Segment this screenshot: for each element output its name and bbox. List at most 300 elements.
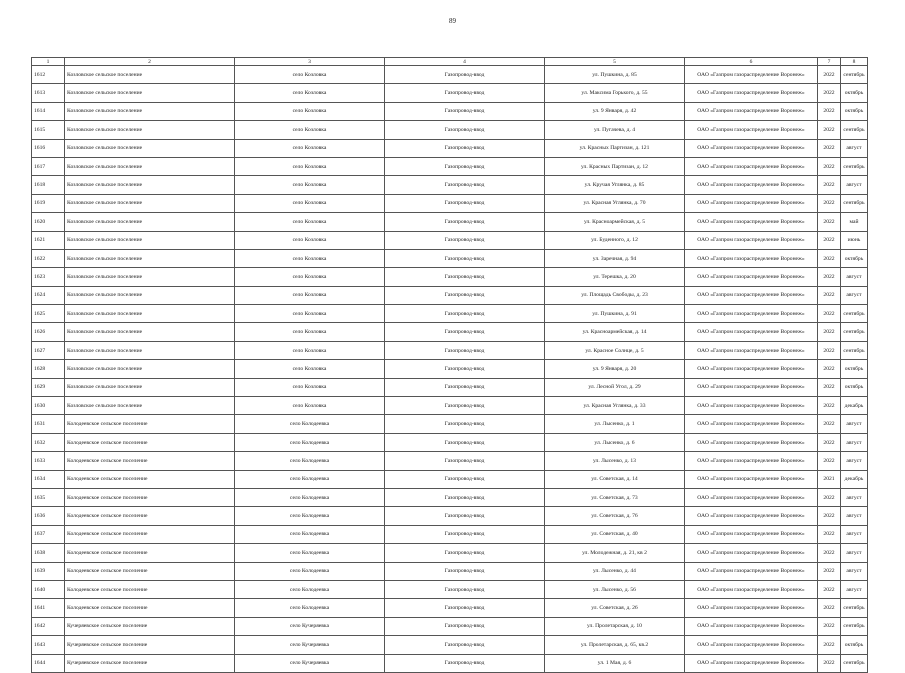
settlement-cell: Козловское сельское поселение — [65, 231, 235, 249]
table-row — [32, 525, 868, 543]
address-cell: ул. Красных Партизан, д. 12 — [545, 157, 685, 175]
settlement-cell: Козловское сельское поселение — [65, 121, 235, 139]
settlement-cell: Козловское сельское поселение — [65, 139, 235, 157]
village-cell: село Колодеевка — [235, 580, 385, 598]
month-cell: май — [841, 213, 868, 231]
year-cell: 2022 — [818, 231, 841, 249]
organization-cell: ОАО «Газпром газораспределение Воронеж» — [685, 378, 818, 396]
address-cell: ул. Максима Горького, д. 55 — [545, 84, 685, 102]
object-type-cell: Газопровод-ввод — [385, 562, 545, 580]
year-cell: 2021 — [818, 470, 841, 488]
village-cell: село Колодеевка — [235, 433, 385, 451]
month-cell: октябрь — [841, 84, 868, 102]
village-cell: село Козловка — [235, 121, 385, 139]
year-cell: 2022 — [818, 139, 841, 157]
object-type-cell: Газопровод-ввод — [385, 323, 545, 341]
organization-cell: ОАО «Газпром газораспределение Воронеж» — [685, 617, 818, 635]
row-number-cell: 1620 — [32, 213, 65, 231]
year-cell: 2022 — [818, 121, 841, 139]
object-type-cell: Газопровод-ввод — [385, 617, 545, 635]
table-row — [32, 341, 868, 359]
year-cell: 2022 — [818, 249, 841, 267]
year-cell: 2022 — [818, 544, 841, 562]
address-cell: ул. 9 Января, д. 42 — [545, 102, 685, 120]
address-cell: ул. Красных Партизан, д. 121 — [545, 139, 685, 157]
address-cell: ул. Пугачева, д. 4 — [545, 121, 685, 139]
row-number-cell: 1625 — [32, 305, 65, 323]
settlement-cell: Колодеевское сельское поселение — [65, 488, 235, 506]
organization-cell: ОАО «Газпром газораспределение Воронеж» — [685, 323, 818, 341]
settlement-cell: Колодеевское сельское поселение — [65, 470, 235, 488]
organization-cell: ОАО «Газпром газораспределение Воронеж» — [685, 157, 818, 175]
table-row — [32, 562, 868, 580]
village-cell: село Козловка — [235, 378, 385, 396]
row-number-cell: 1626 — [32, 323, 65, 341]
row-number-cell: 1630 — [32, 397, 65, 415]
row-number-cell: 1613 — [32, 84, 65, 102]
organization-cell: ОАО «Газпром газораспределение Воронеж» — [685, 66, 818, 84]
year-cell: 2022 — [818, 488, 841, 506]
table-row — [32, 121, 868, 139]
object-type-cell: Газопровод-ввод — [385, 654, 545, 672]
month-cell: август — [841, 525, 868, 543]
row-number-cell: 1634 — [32, 470, 65, 488]
month-cell: август — [841, 488, 868, 506]
address-cell: ул. Лысенко, д. 56 — [545, 580, 685, 598]
address-cell: ул. Пролетарская, д. 65, кв.2 — [545, 636, 685, 654]
settlement-cell: Козловское сельское поселение — [65, 157, 235, 175]
month-cell: декабрь — [841, 397, 868, 415]
month-cell: сентябрь — [841, 66, 868, 84]
organization-cell: ОАО «Газпром газораспределение Воронеж» — [685, 654, 818, 672]
year-cell: 2022 — [818, 525, 841, 543]
column-number-row — [32, 58, 868, 66]
address-cell: ул. Лысенко, д. 13 — [545, 452, 685, 470]
year-cell: 2022 — [818, 268, 841, 286]
row-number-cell: 1638 — [32, 544, 65, 562]
village-cell: село Козловка — [235, 341, 385, 359]
row-number-cell: 1618 — [32, 176, 65, 194]
row-number-cell: 1627 — [32, 341, 65, 359]
year-cell: 2022 — [818, 397, 841, 415]
object-type-cell: Газопровод-ввод — [385, 176, 545, 194]
table-row — [32, 544, 868, 562]
address-cell: ул. 1 Мая, д. 6 — [545, 654, 685, 672]
object-type-cell: Газопровод-ввод — [385, 231, 545, 249]
table-row — [32, 305, 868, 323]
object-type-cell: Газопровод-ввод — [385, 507, 545, 525]
address-cell: ул. 9 Января, д. 20 — [545, 360, 685, 378]
month-cell: сентябрь — [841, 341, 868, 359]
address-cell: ул. Красноармейская, д. 5 — [545, 213, 685, 231]
settlement-cell: Колодеевское сельское поселение — [65, 599, 235, 617]
table-row — [32, 452, 868, 470]
object-type-cell: Газопровод-ввод — [385, 599, 545, 617]
village-cell: село Колодеевка — [235, 470, 385, 488]
settlement-cell: Козловское сельское поселение — [65, 84, 235, 102]
table-row — [32, 636, 868, 654]
table-row — [32, 433, 868, 451]
village-cell: село Козловка — [235, 268, 385, 286]
object-type-cell: Газопровод-ввод — [385, 305, 545, 323]
month-cell: октябрь — [841, 249, 868, 267]
settlement-cell: Козловское сельское поселение — [65, 249, 235, 267]
year-cell: 2022 — [818, 194, 841, 212]
village-cell: село Кучеряевка — [235, 617, 385, 635]
address-cell: ул. Лысенко, д. 44 — [545, 562, 685, 580]
table-row — [32, 213, 868, 231]
table-row — [32, 194, 868, 212]
object-type-cell: Газопровод-ввод — [385, 268, 545, 286]
year-cell: 2022 — [818, 157, 841, 175]
table-row — [32, 378, 868, 396]
settlement-cell: Козловское сельское поселение — [65, 360, 235, 378]
organization-cell: ОАО «Газпром газораспределение Воронеж» — [685, 488, 818, 506]
month-cell: август — [841, 562, 868, 580]
row-number-cell: 1624 — [32, 286, 65, 304]
organization-cell: ОАО «Газпром газораспределение Воронеж» — [685, 84, 818, 102]
settlement-cell: Колодеевское сельское поселение — [65, 544, 235, 562]
organization-cell: ОАО «Газпром газораспределение Воронеж» — [685, 525, 818, 543]
address-cell: ул. Площадь Свободы, д. 23 — [545, 286, 685, 304]
address-cell: ул. Красная Углянка, д. 70 — [545, 194, 685, 212]
table-row — [32, 599, 868, 617]
register-table — [31, 57, 868, 673]
column-number: 7 — [818, 58, 841, 66]
month-cell: август — [841, 580, 868, 598]
table-row — [32, 139, 868, 157]
year-cell: 2022 — [818, 452, 841, 470]
organization-cell: ОАО «Газпром газораспределение Воронеж» — [685, 544, 818, 562]
year-cell: 2022 — [818, 378, 841, 396]
year-cell: 2022 — [818, 636, 841, 654]
row-number-cell: 1633 — [32, 452, 65, 470]
month-cell: сентябрь — [841, 599, 868, 617]
month-cell: август — [841, 452, 868, 470]
column-number: 4 — [385, 58, 545, 66]
settlement-cell: Козловское сельское поселение — [65, 323, 235, 341]
object-type-cell: Газопровод-ввод — [385, 249, 545, 267]
year-cell: 2022 — [818, 599, 841, 617]
object-type-cell: Газопровод-ввод — [385, 415, 545, 433]
village-cell: село Козловка — [235, 231, 385, 249]
year-cell: 2022 — [818, 617, 841, 635]
village-cell: село Козловка — [235, 139, 385, 157]
year-cell: 2022 — [818, 433, 841, 451]
month-cell: август — [841, 544, 868, 562]
month-cell: сентябрь — [841, 305, 868, 323]
settlement-cell: Козловское сельское поселение — [65, 305, 235, 323]
table-row — [32, 323, 868, 341]
village-cell: село Козловка — [235, 360, 385, 378]
object-type-cell: Газопровод-ввод — [385, 580, 545, 598]
address-cell: ул. Советская, д. 26 — [545, 599, 685, 617]
village-cell: село Козловка — [235, 157, 385, 175]
object-type-cell: Газопровод-ввод — [385, 213, 545, 231]
year-cell: 2022 — [818, 176, 841, 194]
settlement-cell: Колодеевское сельское поселение — [65, 562, 235, 580]
column-number: 1 — [32, 58, 65, 66]
settlement-cell: Козловское сельское поселение — [65, 397, 235, 415]
address-cell: ул. Лесной Угол, д. 29 — [545, 378, 685, 396]
settlement-cell: Козловское сельское поселение — [65, 66, 235, 84]
year-cell: 2022 — [818, 580, 841, 598]
table-row — [32, 84, 868, 102]
organization-cell: ОАО «Газпром газораспределение Воронеж» — [685, 341, 818, 359]
object-type-cell: Газопровод-ввод — [385, 397, 545, 415]
village-cell: село Колодеевка — [235, 452, 385, 470]
organization-cell: ОАО «Газпром газораспределение Воронеж» — [685, 102, 818, 120]
organization-cell: ОАО «Газпром газораспределение Воронеж» — [685, 415, 818, 433]
table-row — [32, 415, 868, 433]
village-cell: село Козловка — [235, 194, 385, 212]
object-type-cell: Газопровод-ввод — [385, 194, 545, 212]
organization-cell: ОАО «Газпром газораспределение Воронеж» — [685, 176, 818, 194]
table-body — [32, 58, 868, 673]
row-number-cell: 1622 — [32, 249, 65, 267]
row-number-cell: 1631 — [32, 415, 65, 433]
table-row — [32, 102, 868, 120]
address-cell: ул. Красноармейская, д. 14 — [545, 323, 685, 341]
object-type-cell: Газопровод-ввод — [385, 636, 545, 654]
address-cell: ул. Советская, д. 40 — [545, 525, 685, 543]
row-number-cell: 1632 — [32, 433, 65, 451]
row-number-cell: 1623 — [32, 268, 65, 286]
year-cell: 2022 — [818, 562, 841, 580]
address-cell: ул. Пролетарская, д. 10 — [545, 617, 685, 635]
village-cell: село Козловка — [235, 176, 385, 194]
row-number-cell: 1621 — [32, 231, 65, 249]
address-cell: ул. Советская, д. 73 — [545, 488, 685, 506]
organization-cell: ОАО «Газпром газораспределение Воронеж» — [685, 580, 818, 598]
table-row — [32, 470, 868, 488]
row-number-cell: 1640 — [32, 580, 65, 598]
month-cell: август — [841, 286, 868, 304]
settlement-cell: Козловское сельское поселение — [65, 378, 235, 396]
settlement-cell: Козловское сельское поселение — [65, 213, 235, 231]
object-type-cell: Газопровод-ввод — [385, 121, 545, 139]
year-cell: 2022 — [818, 84, 841, 102]
object-type-cell: Газопровод-ввод — [385, 360, 545, 378]
organization-cell: ОАО «Газпром газораспределение Воронеж» — [685, 305, 818, 323]
row-number-cell: 1639 — [32, 562, 65, 580]
address-cell: ул. Лысенко, д. 1 — [545, 415, 685, 433]
village-cell: село Козловка — [235, 305, 385, 323]
organization-cell: ОАО «Газпром газораспределение Воронеж» — [685, 213, 818, 231]
village-cell: село Козловка — [235, 323, 385, 341]
table-row — [32, 654, 868, 672]
organization-cell: ОАО «Газпром газораспределение Воронеж» — [685, 397, 818, 415]
row-number-cell: 1641 — [32, 599, 65, 617]
settlement-cell: Кучеряевское сельское поселение — [65, 617, 235, 635]
table-row — [32, 176, 868, 194]
month-cell: октябрь — [841, 360, 868, 378]
month-cell: август — [841, 507, 868, 525]
year-cell: 2022 — [818, 305, 841, 323]
row-number-cell: 1644 — [32, 654, 65, 672]
village-cell: село Козловка — [235, 249, 385, 267]
settlement-cell: Колодеевское сельское поселение — [65, 452, 235, 470]
table-row — [32, 360, 868, 378]
object-type-cell: Газопровод-ввод — [385, 488, 545, 506]
organization-cell: ОАО «Газпром газораспределение Воронеж» — [685, 562, 818, 580]
table-row — [32, 268, 868, 286]
village-cell: село Козловка — [235, 84, 385, 102]
row-number-cell: 1614 — [32, 102, 65, 120]
row-number-cell: 1629 — [32, 378, 65, 396]
year-cell: 2022 — [818, 415, 841, 433]
month-cell: август — [841, 415, 868, 433]
month-cell: сентябрь — [841, 157, 868, 175]
month-cell: октябрь — [841, 102, 868, 120]
row-number-cell: 1643 — [32, 636, 65, 654]
month-cell: сентябрь — [841, 194, 868, 212]
address-cell: ул. Пушкина, д. 85 — [545, 66, 685, 84]
table-row — [32, 580, 868, 598]
month-cell: август — [841, 433, 868, 451]
table-row — [32, 286, 868, 304]
month-cell: июнь — [841, 231, 868, 249]
organization-cell: ОАО «Газпром газораспределение Воронеж» — [685, 636, 818, 654]
settlement-cell: Козловское сельское поселение — [65, 102, 235, 120]
column-number: 2 — [65, 58, 235, 66]
address-cell: ул. Заречная, д. 94 — [545, 249, 685, 267]
address-cell: ул. Лысенко, д. 6 — [545, 433, 685, 451]
year-cell: 2022 — [818, 507, 841, 525]
object-type-cell: Газопровод-ввод — [385, 139, 545, 157]
month-cell: август — [841, 268, 868, 286]
settlement-cell: Козловское сельское поселение — [65, 268, 235, 286]
row-number-cell: 1637 — [32, 525, 65, 543]
month-cell: август — [841, 139, 868, 157]
object-type-cell: Газопровод-ввод — [385, 84, 545, 102]
settlement-cell: Козловское сельское поселение — [65, 194, 235, 212]
object-type-cell: Газопровод-ввод — [385, 66, 545, 84]
column-number: 8 — [841, 58, 868, 66]
month-cell: сентябрь — [841, 654, 868, 672]
object-type-cell: Газопровод-ввод — [385, 525, 545, 543]
column-number: 3 — [235, 58, 385, 66]
object-type-cell: Газопровод-ввод — [385, 341, 545, 359]
village-cell: село Колодеевка — [235, 415, 385, 433]
row-number-cell: 1628 — [32, 360, 65, 378]
year-cell: 2022 — [818, 341, 841, 359]
village-cell: село Колодеевка — [235, 525, 385, 543]
organization-cell: ОАО «Газпром газораспределение Воронеж» — [685, 194, 818, 212]
month-cell: август — [841, 176, 868, 194]
organization-cell: ОАО «Газпром газораспределение Воронеж» — [685, 433, 818, 451]
year-cell: 2022 — [818, 102, 841, 120]
address-cell: ул. Советская, д. 14 — [545, 470, 685, 488]
table-row — [32, 617, 868, 635]
table-row — [32, 231, 868, 249]
address-cell: ул. Буденного, д. 12 — [545, 231, 685, 249]
settlement-cell: Козловское сельское поселение — [65, 286, 235, 304]
month-cell: сентябрь — [841, 323, 868, 341]
organization-cell: ОАО «Газпром газораспределение Воронеж» — [685, 470, 818, 488]
organization-cell: ОАО «Газпром газораспределение Воронеж» — [685, 121, 818, 139]
village-cell: село Колодеевка — [235, 488, 385, 506]
village-cell: село Колодеевка — [235, 507, 385, 525]
row-number-cell: 1636 — [32, 507, 65, 525]
year-cell: 2022 — [818, 286, 841, 304]
address-cell: ул. Красная Углянка, д. 33 — [545, 397, 685, 415]
table-row — [32, 157, 868, 175]
settlement-cell: Колодеевское сельское поселение — [65, 507, 235, 525]
village-cell: село Козловка — [235, 213, 385, 231]
year-cell: 2022 — [818, 323, 841, 341]
address-cell: ул. Советская, д. 76 — [545, 507, 685, 525]
year-cell: 2022 — [818, 213, 841, 231]
month-cell: декабрь — [841, 470, 868, 488]
table-row — [32, 488, 868, 506]
organization-cell: ОАО «Газпром газораспределение Воронеж» — [685, 231, 818, 249]
village-cell: село Кучеряевка — [235, 636, 385, 654]
object-type-cell: Газопровод-ввод — [385, 157, 545, 175]
year-cell: 2022 — [818, 654, 841, 672]
column-number: 6 — [685, 58, 818, 66]
object-type-cell: Газопровод-ввод — [385, 452, 545, 470]
column-number: 5 — [545, 58, 685, 66]
settlement-cell: Козловское сельское поселение — [65, 341, 235, 359]
settlement-cell: Колодеевское сельское поселение — [65, 525, 235, 543]
organization-cell: ОАО «Газпром газораспределение Воронеж» — [685, 360, 818, 378]
table-row — [32, 397, 868, 415]
settlement-cell: Кучеряевское сельское поселение — [65, 636, 235, 654]
month-cell: сентябрь — [841, 121, 868, 139]
settlement-cell: Колодеевское сельское поселение — [65, 433, 235, 451]
village-cell: село Козловка — [235, 286, 385, 304]
object-type-cell: Газопровод-ввод — [385, 286, 545, 304]
row-number-cell: 1619 — [32, 194, 65, 212]
table-row — [32, 507, 868, 525]
village-cell: село Колодеевка — [235, 599, 385, 617]
object-type-cell: Газопровод-ввод — [385, 433, 545, 451]
year-cell: 2022 — [818, 360, 841, 378]
table-row — [32, 249, 868, 267]
row-number-cell: 1615 — [32, 121, 65, 139]
address-cell: ул. Красное Солнце, д. 5 — [545, 341, 685, 359]
village-cell: село Козловка — [235, 66, 385, 84]
settlement-cell: Кучеряевское сельское поселение — [65, 654, 235, 672]
address-cell: ул. Терешка, д. 20 — [545, 268, 685, 286]
page-number: 89 — [449, 17, 456, 25]
organization-cell: ОАО «Газпром газораспределение Воронеж» — [685, 286, 818, 304]
organization-cell: ОАО «Газпром газораспределение Воронеж» — [685, 452, 818, 470]
year-cell: 2022 — [818, 66, 841, 84]
object-type-cell: Газопровод-ввод — [385, 102, 545, 120]
village-cell: село Колодеевка — [235, 544, 385, 562]
month-cell: октябрь — [841, 378, 868, 396]
month-cell: октябрь — [841, 636, 868, 654]
village-cell: село Козловка — [235, 102, 385, 120]
object-type-cell: Газопровод-ввод — [385, 544, 545, 562]
object-type-cell: Газопровод-ввод — [385, 470, 545, 488]
organization-cell: ОАО «Газпром газораспределение Воронеж» — [685, 507, 818, 525]
address-cell: ул. Пушкина, д. 91 — [545, 305, 685, 323]
village-cell: село Козловка — [235, 397, 385, 415]
settlement-cell: Козловское сельское поселение — [65, 176, 235, 194]
village-cell: село Колодеевка — [235, 562, 385, 580]
organization-cell: ОАО «Газпром газораспределение Воронеж» — [685, 599, 818, 617]
row-number-cell: 1612 — [32, 66, 65, 84]
row-number-cell: 1617 — [32, 157, 65, 175]
address-cell: ул. Молодежная, д. 21, кв 2 — [545, 544, 685, 562]
settlement-cell: Колодеевское сельское поселение — [65, 580, 235, 598]
village-cell: село Кучеряевка — [235, 654, 385, 672]
organization-cell: ОАО «Газпром газораспределение Воронеж» — [685, 249, 818, 267]
settlement-cell: Колодеевское сельское поселение — [65, 415, 235, 433]
